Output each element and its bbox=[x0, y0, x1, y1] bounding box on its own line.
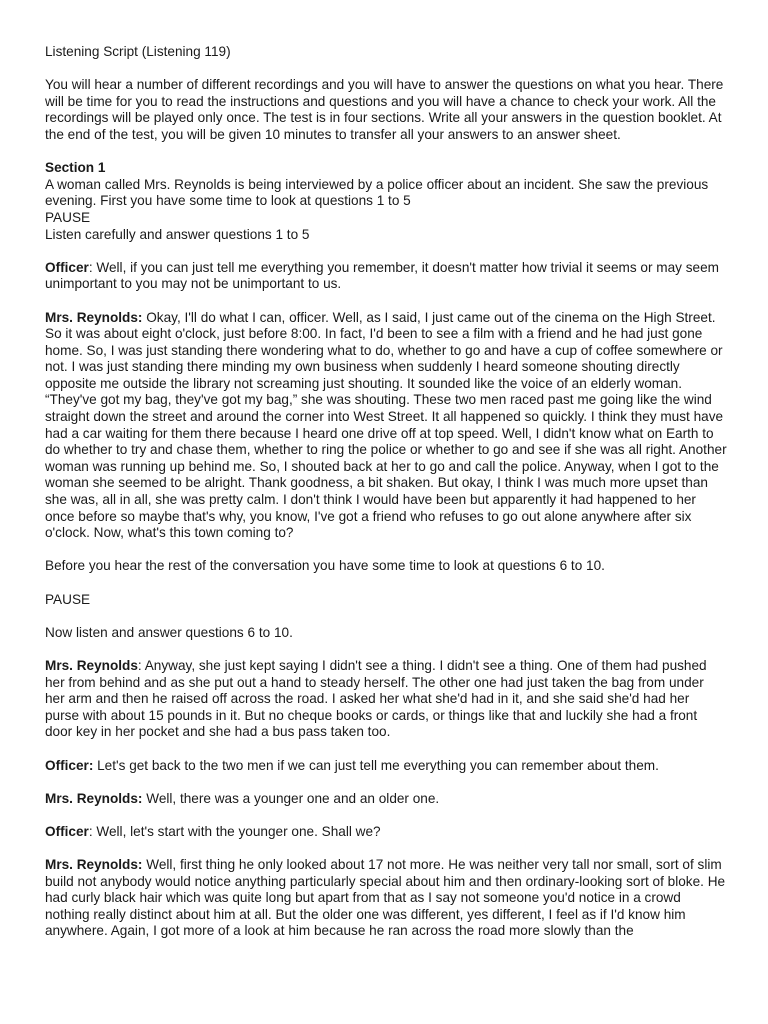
speech-text: Well, let's start with the younger one. Shall we? bbox=[96, 823, 381, 839]
speech-text: Well, there was a younger one and an older one. bbox=[146, 790, 440, 806]
speaker-name: Officer bbox=[45, 259, 89, 275]
speaker-name: Mrs. Reynolds: bbox=[45, 790, 143, 806]
speaker-name: Mrs. Reynolds: bbox=[45, 857, 143, 873]
speech-text: Okay, I'll do what I can, officer. Well, as I said, I just came out of the cinema on the High Street. So it was about eight o'clock, just before 8:00. In fact, I'd been to see a film with a friend and he had just gone home. So, I was just standing there wondering what to do, whether to go and have a cup of coffee somewhere or not. I was just standing there minding my own business when suddenly I heard someone shouting directly opposite me outside the library not screaming just shouting. It sounded like the voice of an elderly woman. “They've got my bag, they've got my bag,” she was shouting. These two men raced past me going like the wind straight down the street and around the corner into West Street. It all happened so quickly. I think they must have had a car waiting for them there because I heard one drive off at top speed. Well, I didn't know what on Earth to do whether to try and chase them, whether to ring the police or whether to go and see if she was all right. Another woman was running up behind me. So, I shouted back at her to go and call the police. Anyway, when I got to the woman she seemed to be alright. Thank goodness, a bit shaken. But okay, I think I was much more upset than she was, all in all, she was pretty calm. I don't think I would have been but apparently it had happened to her once before so maybe that's why, you know, I've got a friend who refuses to go out alone anywhere after six o'clock. Now, what's this town coming to? bbox=[45, 309, 727, 541]
speech-text: Well, if you can just tell me everything you remember, it doesn't matter how trivial it seems or may seem unimportant to you may not be unimportant to us. bbox=[45, 259, 719, 292]
pause-label-2: PAUSE bbox=[45, 591, 91, 607]
document-title: Listening Script (Listening 119) bbox=[45, 44, 231, 59]
listen-instruction-2: Now listen and answer questions 6 to 10. bbox=[45, 624, 293, 640]
section-heading: Section 1 bbox=[45, 160, 106, 176]
section-1-block bbox=[45, 160, 727, 243]
section-setup: A woman called Mrs. Reynolds is being interviewed by a police officer about an incident. She saw the previous evening. First you have some time to look at questions 1 to 5 bbox=[45, 176, 709, 209]
document-page bbox=[45, 44, 727, 957]
speaker-name: Officer: bbox=[45, 757, 94, 773]
speaker-separator: : bbox=[88, 259, 97, 275]
dialogue-turn-reynolds-2 bbox=[45, 658, 727, 741]
dialogue-turn-officer-2 bbox=[45, 758, 727, 775]
speech-text: Let's get back to the two men if we can just tell me everything you can remember about them. bbox=[97, 757, 659, 773]
speech-text: Anyway, she just kept saying I didn't see a thing. I didn't see a thing. One of them had pushed her from behind and as she put out a hand to steady herself. The other one had just taken the bag from under her arm and then he raised off across the road. I asked her what she'd had in it, and she said she'd had her purse with about 15 pounds in it. But no cheque books or cards, or things like that and luckily she had a front door key in her pocket and she had a bus pass taken too. bbox=[45, 657, 707, 740]
speaker-name: Officer bbox=[45, 823, 89, 839]
dialogue-turn-reynolds-3 bbox=[45, 791, 727, 808]
dialogue-turn-officer-3 bbox=[45, 824, 727, 841]
dialogue-turn-reynolds-4 bbox=[45, 857, 727, 940]
speech-text: Well, first thing he only looked about 17 not more. He was neither very tall nor small, sort of slim build not anybody would notice anything particularly special about him and then ordinary-looking sort of bloke. He had curly black hair which was quite long but apart from that as I say not someone you'd notice in a crowd nothing really distinct about him at all. But the older one was different, yes different, I feel as if I'd know him anywhere. Again, I got more of a look at him because he ran across the road more slowly than the bbox=[45, 857, 726, 939]
speaker-separator: : bbox=[137, 657, 145, 673]
dialogue-turn-reynolds-1 bbox=[45, 310, 727, 542]
dialogue-turn-officer-1 bbox=[45, 260, 727, 293]
speaker-name: Mrs. Reynolds bbox=[45, 657, 138, 673]
instructions-paragraph: You will hear a number of different recordings and you will have to answer the questions on what you hear. There will be time for you to read the instructions and questions and you will have a chance to check your work. All the recordings will be played only once. The test is in four sections. Write all your answers in the question booklet. At the end of the test, you will be given 10 minutes to transfer all your answers to an answer sheet. bbox=[45, 77, 724, 142]
speaker-separator: : bbox=[88, 823, 97, 839]
speaker-name: Mrs. Reynolds: bbox=[45, 309, 143, 325]
listen-instruction: Listen carefully and answer questions 1 to 5 bbox=[45, 226, 310, 242]
pause-label: PAUSE bbox=[45, 209, 91, 225]
transition-instruction: Before you hear the rest of the conversation you have some time to look at questions 6 to 10. bbox=[45, 558, 605, 574]
